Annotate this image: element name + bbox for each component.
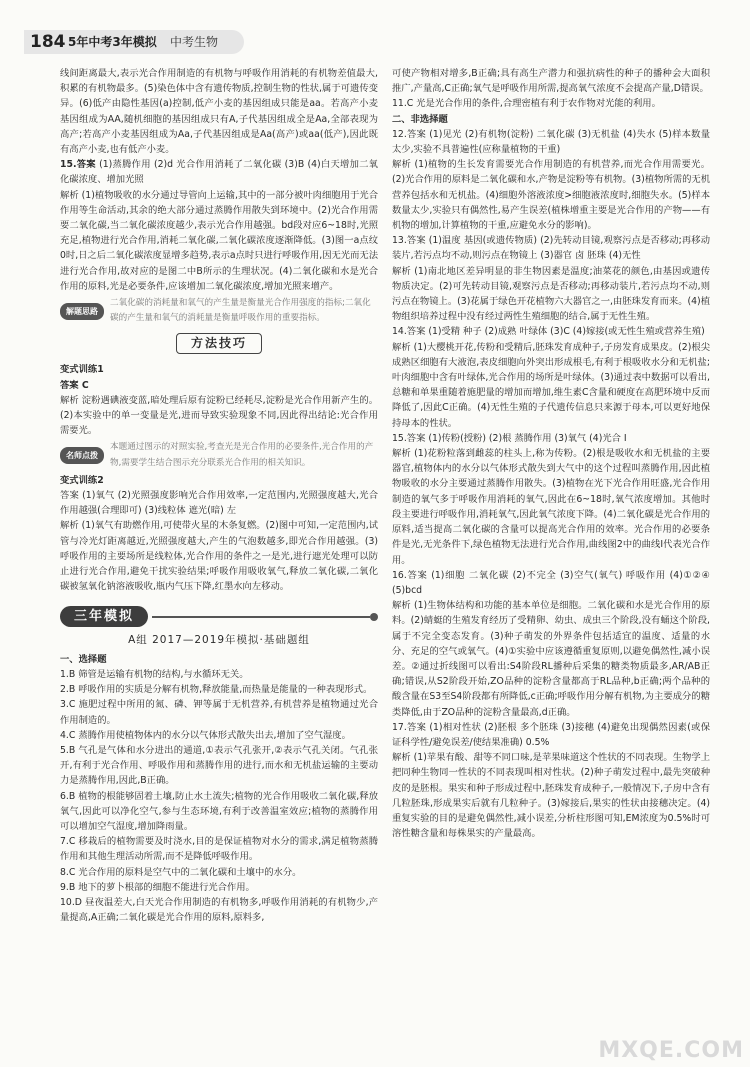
watermark: MXQE.COM bbox=[598, 1038, 744, 1063]
answer-text: 12.答案 (1)见光 (2)有机物(淀粉) 二氧化碳 (3)无机盐 (4)失水 (5)样本数量太少,实验不具普遍性(应称量植物的干重) bbox=[392, 128, 710, 156]
method-banner bbox=[60, 330, 378, 356]
divider bbox=[152, 616, 370, 618]
explanation: 解析 (1)南北地区差异明显的非生物因素是温度;油菜花的颜色,由基因或遗传物质决定。(2)可先转动目镜,观察污点是否移动;再移动装片,若污点均不动,则污点在物镜上。(3)花属于绿色开花植物六大器官之一,由胚珠发育而来。(4)植物组织培养过程中没有经过两性生殖细胞的结合,属于无性生殖。 bbox=[392, 265, 710, 323]
list-item: 3.C 施肥过程中所用的氮、磷、钾等属于无机营养,有机营养是植物通过光合作用制造的。 bbox=[60, 699, 378, 726]
answer-label: 15.答案 bbox=[60, 159, 96, 171]
paragraph: 可使产物相对增多,B正确;具有高生产潜力和强抗病性的种子的播种会大面积推广,产量高,C正确;氧气是呼吸作用所需,提高氧气浓度不会提高产量,D错误。 bbox=[392, 68, 710, 95]
section-heading: 一、选择题 bbox=[60, 653, 107, 665]
list-item: 11.C 光是光合作用的条件,合理密植有利于农作物对光能的利用。 bbox=[392, 98, 661, 110]
group-title: A组 2017—2019年模拟·基础题组 bbox=[128, 633, 310, 646]
list-item: 7.C 移栽后的植物需要及时浇水,目的是保证植物对水分的需求,满足植物蒸腾作用和其他生理活动所需,而不是降低呼吸作用。 bbox=[60, 836, 378, 863]
tip-text: 二氧化碳的消耗量和氧气的产生量是衡量光合作用强度的指标;二氧化碳的产生量和氧气的消耗量是衡量呼吸作用的重要指标。 bbox=[110, 298, 371, 324]
tip-box bbox=[60, 440, 378, 470]
tip-text: 本题通过图示的对照实验,考查光是光合作用的必要条件,光合作用的产物,需要学生结合图示充分联系光合作用的相关知识。 bbox=[110, 442, 374, 468]
method-title: 方法技巧 bbox=[176, 333, 262, 354]
page-header bbox=[0, 0, 750, 60]
answer-text: 13.答案 (1)温度 基因(或遗传物质) (2)先转动目镜,观察污点是否移动;再移动装片,若污点均不动,则污点在物镜上 (3)器官 卤 胚珠 (4)无性 bbox=[392, 235, 710, 262]
tip-badge: 解题思路 bbox=[60, 303, 104, 320]
explanation: 解析 (1)苹果有酸、甜等不同口味,是苹果味道这个性状的不同表现。生物学上把同种生物同一性状的不同表现叫相对性状。(2)种子萌发过程中,最先突破种皮的是胚根。果实和种子形成过程中,胚珠发育成种子,一般情况下,子房中含有几粒胚珠,形成果实后就有几粒种子。(3)嫁接后,果实的性状由接穗决定。(4)重复实验的目的是避免偶然性,减小误差,分析柱形图可知,EM浓度为0.5%时可溶性糖含量和每株果实的产量最高。 bbox=[392, 752, 710, 840]
answer-text: 14.答案 (1)受精 种子 (2)成熟 叶绿体 (3)C (4)嫁接(或无性生殖或营养生殖) bbox=[392, 326, 705, 338]
list-item: 5.B 气孔是气体和水分进出的通道,①表示气孔张开,②表示气孔关闭。气孔张开,有利于光合作用、呼吸作用和蒸腾作用的进行,而水和无机盐运输的主要动力是蒸腾作用,因此,B正确。 bbox=[60, 744, 378, 787]
variant-title: 变式训练2 bbox=[60, 474, 104, 486]
list-item: 4.C 蒸腾作用使植物体内的水分以气体形式散失出去,增加了空气湿度。 bbox=[60, 729, 351, 741]
explanation: 解析 (1)大樱桃开花,传粉和受精后,胚珠发育成种子,子房发育成果皮。(2)根尖成熟区细胞有大液泡,表皮细胞向外突出形成根毛,有利于根吸收水分和无机盐;叶肉细胞中含有叶绿体,光合作用的场所是叶绿体。(3)通过表中数据可以看出,总糖和单果重随着施肥量的增加而增加,维生素C含量和硬度在高肥环境中反而降低了,因此C正确。(4)无性生殖的子代遗传信息只来源于母本,可以更好地保持母本的性状。 bbox=[392, 341, 710, 429]
explanation: 解析 (1)氧气有助燃作用,可使带火星的木条复燃。(2)图中可知,一定范围内,试管与冷光灯距离越近,光照强度越大,产生的气泡数越多,即光合作用越强。(3)呼吸作用的主要场所是线粒体,光合作用的条件之一是光,进行遮光处理可以防止进行光合作用,避免干扰实验结果;呼吸作用吸收氧气,释放二氧化碳,二氧化碳被氢氧化钠溶液吸收,瓶内气压下降,红墨水向左移动。 bbox=[60, 520, 378, 593]
left-column bbox=[60, 66, 378, 925]
list-item: 6.B 植物的根能够固着土壤,防止水土流失;植物的光合作用吸收二氧化碳,释放氧气,因此可以净化空气,参与生态环境,有利于改善温室效应;植物的蒸腾作用可以增加空气湿度,增加降雨量。 bbox=[60, 790, 378, 832]
list-item: 1.B 筛管是运输有机物的结构,与水循环无关。 bbox=[60, 668, 249, 680]
explanation: 解析 (1)植物的生长发育需要光合作用制造的有机营养,而光合作用需要光。(2)光合作用的原料是二氧化碳和水,产物是淀粉等有机物。(3)植物所需的无机营养包括水和无机盐。(4)细胞外溶液浓度>细胞液浓度时,细胞失水。(5)样本数量太少,实验只有偶然性,易产生误差(植株增重主要是光合作用的产物——有机物的增加,计算植物的干重,应避免水分的影响)。 bbox=[392, 159, 710, 232]
variant-title: 变式训练1 bbox=[60, 364, 104, 376]
explanation: 解析 (1)植物吸收的水分通过导管向上运输,其中的一部分被叶肉细胞用于光合作用等生命活动,其余的绝大部分通过蒸腾作用散失到环境中。(2)光合作用需要二氧化碳,当二氧化碳浓度越少,表示光合作用越强。bd段对应6~18时,光照充足,植物进行光合作用,消耗二氧化碳,二氧化碳浓度逐渐降低。(3)图一a点纹0时,日之后二氧化碳浓度显增多趋势,表示a点时只进行呼吸作用,因无光而无法进行光合作用,故对应的是图二中B所示的生理状况。(4)二氧化碳和水是光合作用的原料,光是必要条件,应该增加二氧化碳浓度,增加光照来增产。 bbox=[60, 189, 378, 292]
list-item: 10.D 昼夜温差大,白天光合作用制造的有机物多,呼吸作用消耗的有机物少,产量提高,A正确;二氧化碳是光合作用的原料,原料多, bbox=[60, 896, 378, 924]
paragraph: 线间距离最大,表示光合作用制造的有机物与呼吸作用消耗的有机物差值最大,积累的有机物最多。(5)染色体中含有遗传物质,控制生物的性状,属于可遗传变异。(6)低产由隐性基因(a)控制,低产小麦的基因组成只能是aa。若高产小麦基因组成为AA,随机细胞的基因组成只有A,子代基因组成全是Aa,全部表现为高产;若高产小麦基因组成为Aa,子代基因组成是Aa(高产)或aa(低产),因此既有高产小麦,也有低产小麦。 bbox=[60, 68, 378, 156]
list-item: 9.B 地下的萝卜根部的细胞不能进行光合作用。 bbox=[60, 881, 255, 893]
series-title: 5年中考3年模拟 bbox=[68, 35, 157, 49]
list-item: 2.B 呼吸作用的实质是分解有机物,释放能量,而热量是能量的一种表现形式。 bbox=[60, 684, 373, 696]
answer-text: 16.答案 (1)细胞 二氧化碳 (2)不完全 (3)空气(氧气) 呼吸作用 (4)①②④ (5)bcd bbox=[392, 569, 710, 596]
divider-dot bbox=[370, 613, 378, 621]
subject-title: 中考生物 bbox=[170, 35, 219, 49]
explanation: 解析 (1)花粉粒落到雌蕊的柱头上,称为传粉。(2)根是吸收水和无机盐的主要器官,植物体内的水分以气体形式散失到大气中的这个过程叫蒸腾作用,因此植物吸收的水分主要通过蒸腾作用散失。(3)植物在光下光合作用旺盛,光合作用制造的氧气多于呼吸作用消耗的氧气,因此在6~18时,氧气浓度增加。其他时段主要进行呼吸作用,消耗氧气,因此氧气浓度下降。(4)二氧化碳是光合作用的原料,适当提高二氧化碳的含量可以提高光合作用的效率。光合作用的必要条件是光,无光条件下,绿色植物无法进行光合作用,曲线图2中的曲线Ⅰ代表光合作用。 bbox=[392, 448, 710, 566]
list-item: 8.C 光合作用的原料是空气中的二氧化碳和土壤中的水分。 bbox=[60, 866, 302, 878]
right-column bbox=[392, 66, 710, 841]
answer-text: 15.答案 (1)传粉(授粉) (2)根 蒸腾作用 (3)氧气 (4)光合 Ⅰ bbox=[392, 432, 627, 444]
section-banner bbox=[60, 603, 378, 631]
section-heading: 二、非选择题 bbox=[392, 113, 448, 125]
page-number: 184 bbox=[30, 32, 66, 52]
tip-box bbox=[60, 296, 378, 326]
answer-text: 答案 C bbox=[60, 379, 89, 391]
explanation: 解析 淀粉遇碘液变蓝,暗处理后原有淀粉已经耗尽,淀粉是光合作用新产生的。(2)本实验中的单一变量是光,进而导致实验现象不同,因此得出结论:光合作用需要光。 bbox=[60, 394, 378, 437]
explanation: 解析 (1)生物体结构和功能的基本单位是细胞。二氧化碳和水是光合作用的原料。(2)蜻蜓的生殖发育经历了受精卵、幼虫、成虫三个阶段,没有蛹这个阶段,属于不完全变态发育。(3)种子萌发的外界条件包括适宜的温度、适量的水分、充足的空气或氧气。(4)①实验中应该遵循重复原则,以避免偶然性,减小误差。②通过折线图可以看出:S4阶段RL播种后采集的糖类物质最多,AR/AB正确;错误,从S2阶段开始,ZO品种的淀粉含量都高于RL品种,b正确;两个品种的酸含量在S3至S4阶段都有所降低,c正确;呼吸作用分解有机物,为主要成分的糖类降低,由于ZO品种的淀粉含量最高,d正确。 bbox=[392, 600, 710, 718]
answer-text: 17.答案 (1)相对性状 (2)胚根 多个胚珠 (3)接穗 (4)避免出现偶然因素(或保证科学性/避免误差/使结果准确) 0.5% bbox=[392, 721, 710, 748]
section-title: 三年模拟 bbox=[60, 606, 148, 627]
answer-text: 答案 (1)氧气 (2)光照强度影响光合作用效率,一定范围内,光照强度越大,光合作用越强(合理即可) (3)线粒体 遮光(暗) 左 bbox=[60, 490, 378, 517]
tip-badge: 名师点拨 bbox=[60, 447, 104, 464]
answer-text: (1)蒸腾作用 (2)d 光合作用消耗了二氧化碳 (3)B (4)白天增加二氧化碳浓度、增加光照 bbox=[60, 159, 378, 186]
